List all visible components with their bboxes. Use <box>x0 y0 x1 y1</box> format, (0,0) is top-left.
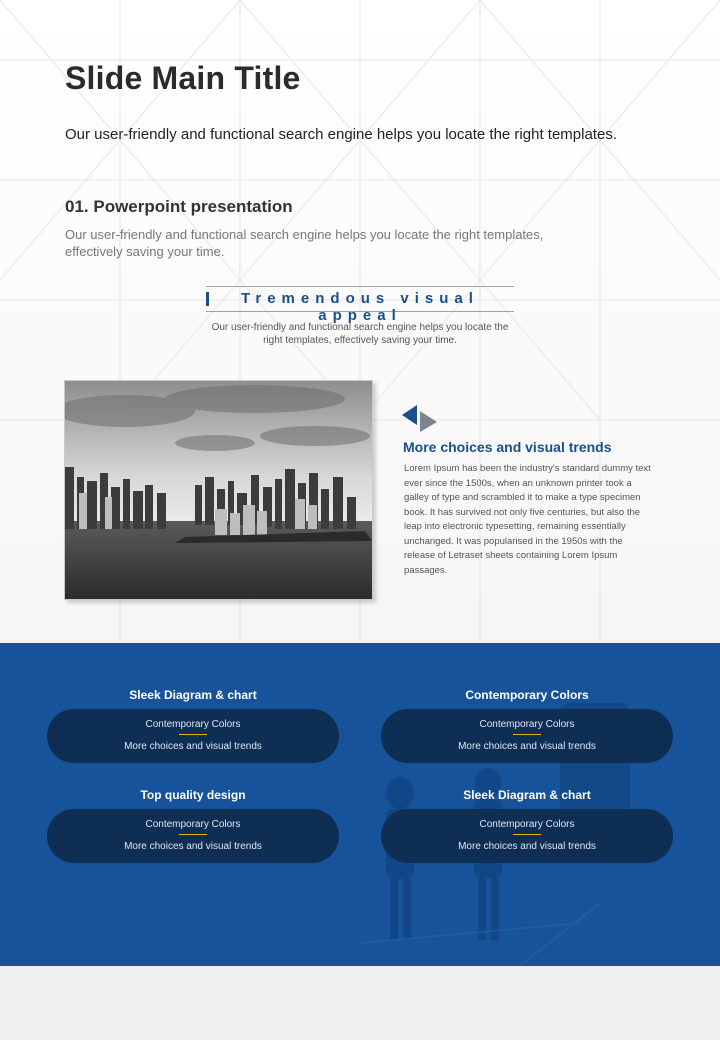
card-text-3: More choices and visual trends <box>124 841 262 852</box>
card-divider-4 <box>513 834 541 835</box>
card-pill-3 <box>47 809 339 863</box>
slide-subtitle: Our user-friendly and functional search engine helps you locate the right templates. <box>65 126 617 143</box>
card-text-1: More choices and visual trends <box>124 741 262 752</box>
feature-heading: More choices and visual trends <box>403 439 612 455</box>
appeal-title: Tremendous visual appeal <box>241 290 479 324</box>
card-title-3: Top quality design <box>140 788 246 802</box>
card-divider-2 <box>513 734 541 735</box>
card-title-4: Sleek Diagram & chart <box>463 788 591 802</box>
section-body: Our user-friendly and functional search engine helps you locate the right templates, effectively saving your time. <box>65 227 544 259</box>
card-label-1: Contemporary Colors <box>145 719 241 730</box>
slide-title: Slide Main Title <box>65 60 301 96</box>
appeal-title-box <box>206 286 514 324</box>
card-divider-3 <box>179 834 207 835</box>
card-pill-2 <box>381 709 673 763</box>
card-divider-1 <box>179 734 207 735</box>
card-pill-1 <box>47 709 339 763</box>
card-title-2: Contemporary Colors <box>465 688 589 702</box>
card-label-4: Contemporary Colors <box>479 819 575 830</box>
card-label-2: Contemporary Colors <box>479 719 575 730</box>
card-title-1: Sleek Diagram & chart <box>129 688 257 702</box>
appeal-body: Our user-friendly and functional search engine helps you locate the right templates, effectively saving your time. <box>211 322 509 346</box>
feature-body: Lorem Ipsum has been the industry's standard dummy text ever since the 1500s, when an unknown printer took a galley of type and scrambled it to make a type specimen book. It has survived not only five centuries, but also the leap into electronic typesetting, remaining essentially unchanged. It was popularised in the 1950s with the release of Letraset sheets containing Lorem Ipsum passages. <box>404 463 651 576</box>
arrows-icon <box>400 405 440 433</box>
card-pill-4 <box>381 809 673 863</box>
card-text-2: More choices and visual trends <box>458 741 596 752</box>
card-text-4: More choices and visual trends <box>458 841 596 852</box>
card-label-3: Contemporary Colors <box>145 819 241 830</box>
section-heading: 01. Powerpoint presentation <box>65 197 293 216</box>
cards-band <box>0 643 720 966</box>
city-skyline-photo <box>64 380 373 600</box>
